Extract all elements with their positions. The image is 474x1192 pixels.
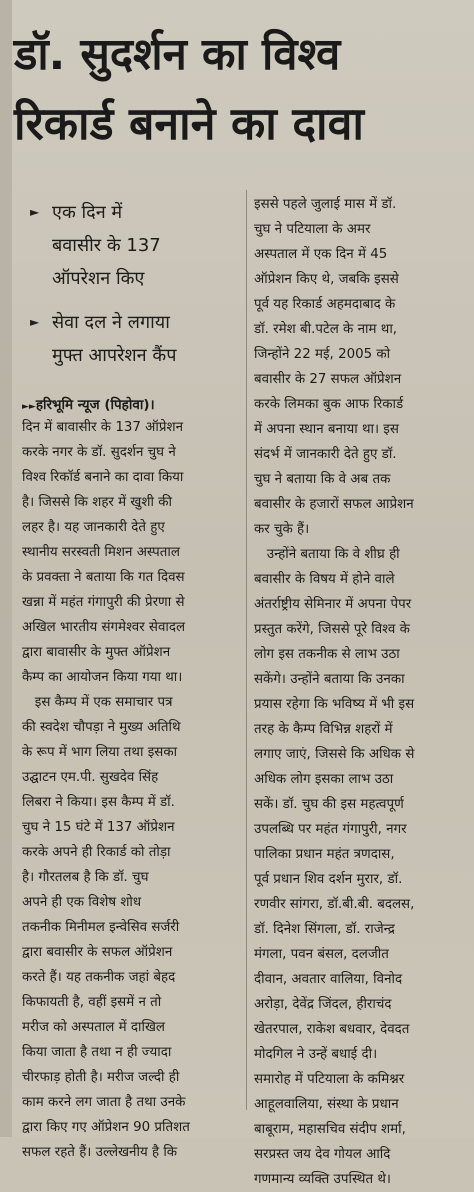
body-line: दिन में बावासीर के 137 ऑप्रेशन xyxy=(22,420,184,435)
body-line: काम करने लग जाता है तथा उनके xyxy=(22,1095,186,1110)
body-line: की स्वदेश चौपड़ा ने मुख्य अतिथि xyxy=(22,720,181,735)
body-line: अरोड़ा, देवेंद्र जिंदल, हीराचंद xyxy=(254,997,392,1012)
body-line: बवासीर के 27 सफल ऑप्रेशन xyxy=(254,372,402,387)
body-line: सरप्रस्त जय देव गोयल आदि xyxy=(254,1147,391,1162)
body-line: सकेंगे। उन्होंने बताया कि उनका xyxy=(254,672,405,687)
byline xyxy=(22,395,155,413)
body-line: है। जिससे कि शहर में खुशी की xyxy=(22,495,172,510)
body-line: किफायती है, वहीं इसमें न तो xyxy=(22,995,162,1010)
body-line: बवासीर के हजारों सफल आप्रेशन xyxy=(254,497,414,512)
left-column-body xyxy=(22,415,242,1165)
body-line: उपलब्धि पर महंत गंगापुरी, नगर xyxy=(254,822,407,837)
body-line: स्थानीय सरस्वती मिशन अस्पताल xyxy=(22,545,180,560)
body-line: बवासीर के विषय में होने वाले xyxy=(254,572,395,587)
body-line: जिन्होंने 22 मई, 2005 को xyxy=(254,347,391,362)
body-line: मंगला, पवन बंसल, दलजीत xyxy=(254,947,389,962)
page-edge xyxy=(0,0,12,1137)
body-line: चीरफाड़ होती है। मरीज जल्दी ही xyxy=(22,1070,180,1085)
highlight-1 xyxy=(30,196,235,295)
body-line: पूर्व यह रिकार्ड अहमदाबाद के xyxy=(254,297,396,312)
body-line: सफल रहते हैं। उल्लेखनीय है कि xyxy=(22,1145,178,1160)
body-line: डॉ. दिनेश सिंगला, डॉ. राजेन्द्र xyxy=(254,922,395,937)
body-line: लिबरा ने किया। इस कैम्प में डॉ. xyxy=(22,795,175,810)
body-line: करके नगर के डॉ. सुदर्शन चुघ ने xyxy=(22,445,176,460)
body-line: किया जाता है तथा न ही ज्यादा xyxy=(22,1045,172,1060)
body-line: डॉ. रमेश बी.पटेल के नाम था, xyxy=(254,322,398,337)
body-line: अस्पताल में एक दिन में 45 xyxy=(254,247,388,262)
body-line: सकें। डॉ. चुघ की इस महत्वपूर्ण xyxy=(254,797,404,812)
byline-agency: हरिभूमि न्यूज xyxy=(35,397,100,413)
body-line: तकनीक मिनीमल इन्वेसिव सर्जरी xyxy=(22,920,180,935)
body-line: उन्होंने बताया कि वे शीघ्र ही xyxy=(254,547,400,562)
body-line: के प्रवक्ता ने बताया कि गत दिवस xyxy=(22,570,185,585)
body-line: द्वारा किए गए ऑप्रेशन 90 प्रतिशत xyxy=(22,1120,190,1135)
headline-line-2: रिकार्ड बनाने का दावा xyxy=(14,97,364,150)
body-line: प्रस्तुत करेंगे, जिससे पूरे विश्व के xyxy=(254,622,410,637)
body-line: चुघ ने पटियाला के अमर xyxy=(254,222,371,237)
body-line: अपने ही एक विशेष शोध xyxy=(22,895,142,910)
body-line: उद्घाटन एम.पी. सुखदेव सिंह xyxy=(22,770,159,785)
highlight-2 xyxy=(30,306,235,372)
body-line: में अपना स्थान बनाया था। इस xyxy=(254,422,399,437)
body-line: चुघ ने बताया कि वे अब तक xyxy=(254,472,391,487)
byline-place: (पिहोवा)। xyxy=(104,397,155,413)
body-line: के रूप में भाग लिया तथा इसका xyxy=(22,745,178,760)
column-divider xyxy=(246,190,247,1110)
body-line: तरह के कैम्प विभिन्न शहरों में xyxy=(254,722,393,737)
highlight-1-text: एक दिन में बवासीर के 137 ऑपरेशन किए xyxy=(52,202,161,289)
body-line: प्रयास रहेगा कि भविष्य में भी इस xyxy=(254,697,415,712)
body-line: इससे पहले जुलाई मास में डॉ. xyxy=(254,197,397,212)
body-line: रणवीर सांगरा, डॉ.बी.बी. बदलस, xyxy=(254,897,415,912)
body-line: खेतरपाल, राकेश बधवार, देवदत xyxy=(254,1022,410,1037)
body-line: पालिका प्रधान महंत त्रणदास, xyxy=(254,847,395,862)
body-line: गणमान्य व्यक्ति उपस्थित थे। xyxy=(254,1172,391,1187)
body-line: अधिक लोग इसका लाभ उठा xyxy=(254,772,394,787)
body-line: कर चुके हैं। xyxy=(254,522,310,537)
body-line: लोग इस तकनीक से लाभ उठा xyxy=(254,647,400,662)
highlight-2-text: सेवा दल ने लगाया मुफ्त आपरेशन कैंप xyxy=(52,312,177,366)
body-line: करके लिमका बुक आफ रिकार्ड xyxy=(254,397,404,412)
body-line: द्वारा बवासीर के सफल ऑप्रेशन xyxy=(22,945,173,960)
body-line: खन्ना में महंत गंगापुरी की प्रेरणा से xyxy=(22,595,185,610)
right-column-body xyxy=(254,192,466,1192)
body-line: है। गौरतलब है कि डॉ. चुघ xyxy=(22,870,149,885)
body-line: द्वारा बावासीर के मुफ्त ऑप्रेशन xyxy=(22,645,171,660)
body-line: लहर है। यह जानकारी देते हुए xyxy=(22,520,165,535)
triangle-bullet-icon: ► xyxy=(30,205,40,219)
body-line: आहूलवालिया, संस्था के प्रधान xyxy=(254,1097,399,1112)
body-line: कैम्प का आयोजन किया गया था। xyxy=(22,670,183,685)
double-arrow-icon: ►► xyxy=(22,402,36,412)
body-line: ऑप्रेशन किए थे, जबकि इससे xyxy=(254,272,399,287)
body-line: समारोह में पटियाला के कमिश्नर xyxy=(254,1072,405,1087)
body-line: संदर्भ में जानकारी देते हुए डॉ. xyxy=(254,447,397,462)
body-line: करके अपने ही रिकार्ड को तोड़ा xyxy=(22,845,171,860)
body-line: दीवान, अवतार वालिया, विनोद xyxy=(254,972,403,987)
body-line: मोदगिल ने उन्हें बधाई दी। xyxy=(254,1047,378,1062)
body-line: अंतर्राष्ट्रीय सेमिनार में अपना पेपर xyxy=(254,597,412,612)
body-line: पूर्व प्रधान शिव दर्शन मुरार, डॉ. xyxy=(254,872,403,887)
body-line: करते हैं। यह तकनीक जहां बेहद xyxy=(22,970,176,985)
body-line: मरीज को अस्पताल में दाखिल xyxy=(22,1020,165,1035)
body-line: बाबूराम, महासचिव संदीप शर्मा, xyxy=(254,1122,406,1137)
body-line: लगाए जाएं, जिससे कि अधिक से xyxy=(254,747,415,762)
body-line: इस कैम्प में एक समाचार पत्र xyxy=(22,695,173,710)
triangle-bullet-icon: ► xyxy=(30,315,40,329)
body-line: अखिल भारतीय संगमेश्वर सेवादल xyxy=(22,620,186,635)
headline-line-1: डॉ. सुदर्शन का विश्व xyxy=(14,29,341,80)
body-line: चुघ ने 15 घंटे में 137 ऑप्रेशन xyxy=(22,820,175,835)
body-line: विश्व रिकॉर्ड बनाने का दावा किया xyxy=(22,470,184,485)
